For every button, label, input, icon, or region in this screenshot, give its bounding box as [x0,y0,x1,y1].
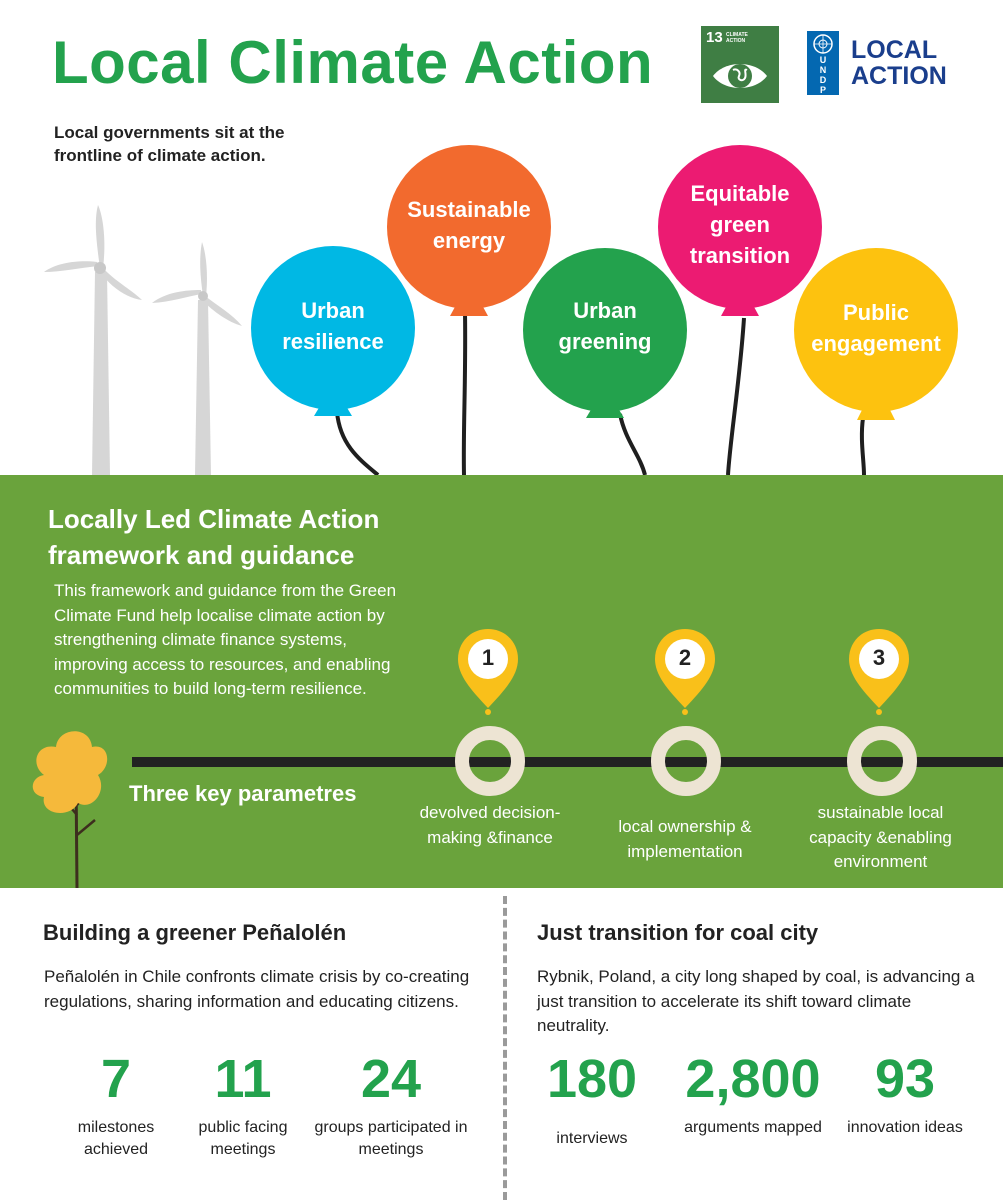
sdg-13-badge [701,26,779,103]
undp-logo [807,31,839,95]
step-label: sustainable local capacity &enabling environment [809,803,952,871]
page-subtitle: Local governments sit at the frontline of climate action. [54,123,285,165]
location-pin-icon [849,629,909,715]
stat-label: groups participated in meetings [314,1119,468,1158]
undp-letter: P [819,85,826,95]
location-pin-icon [655,629,715,715]
wind-turbine-icon [152,242,242,475]
local-action-line1: LOCAL [851,36,938,64]
framework-body: This framework and guidance from the Green Climate Fund help localise climate action by strengthening climate finance systems, improving access to resources, and enabling communities to build long-term resilience. [54,581,397,698]
local-action-line2: ACTION [851,62,947,90]
stat-value: 7 [100,1049,132,1109]
tree-icon [33,731,107,888]
stat-value: 11 [214,1049,272,1109]
page-title: Local Climate Action [52,29,654,96]
section-divider [503,896,507,1200]
rybnik-body: Rybnik, Poland, a city long shaped by coal, is advancing a just transition to accelerate its shift toward climate neutrality. [537,967,975,1035]
stat-value: 93 [874,1049,936,1109]
eye-globe-icon [711,56,769,96]
framework-title-line2: framework and guidance [48,540,355,570]
rybnik-title: Just transition for coal city [537,920,819,945]
top-section [0,0,1003,475]
undp-letter: U [819,55,827,65]
un-emblem-icon [807,33,839,55]
stat-label: public facing meetings [198,1119,288,1158]
stat-label: interviews [556,1130,628,1147]
local-action-logo [851,37,947,89]
balloon-label: Urban resilience [282,298,384,354]
case-studies-section [0,888,1003,1200]
balloon-label: Public engagement [811,300,941,356]
sdg-number: 13 [706,29,723,46]
undp-letter: N [819,65,827,75]
stat-label: arguments mapped [684,1119,822,1136]
stat-value: 2,800 [685,1049,821,1109]
step-label: local ownership & implementation [618,817,752,861]
stat-label: innovation ideas [847,1119,963,1136]
penalolen-title: Building a greener Peñalolén [43,920,347,945]
step-number: 2 [678,645,692,670]
stat-value: 24 [360,1049,422,1109]
stat-value: 180 [546,1049,638,1109]
wind-turbine-icon [44,205,142,475]
framework-section [0,475,1003,888]
step-number: 1 [481,645,495,670]
balloon-label: Sustainable energy [407,197,531,253]
sdg-label: CLIMATE ACTION [726,32,748,44]
timeline-bar [132,757,1003,767]
balloon-label: Urban greening [558,298,652,354]
stat-label: milestones achieved [77,1119,155,1158]
step-label: devolved decision-making &finance [419,803,561,847]
balloon-label: Equitable green transition [689,181,791,268]
framework-title-line1: Locally Led Climate Action [48,504,380,534]
penalolen-body: Peñalolén in Chile confronts climate crisis by co-creating regulations, sharing information and educating citizens. [44,967,470,1011]
step-number: 3 [872,645,886,670]
location-pin-icon [458,629,518,715]
parameters-label: Three key parametres [129,781,357,806]
undp-letter: D [819,75,827,85]
